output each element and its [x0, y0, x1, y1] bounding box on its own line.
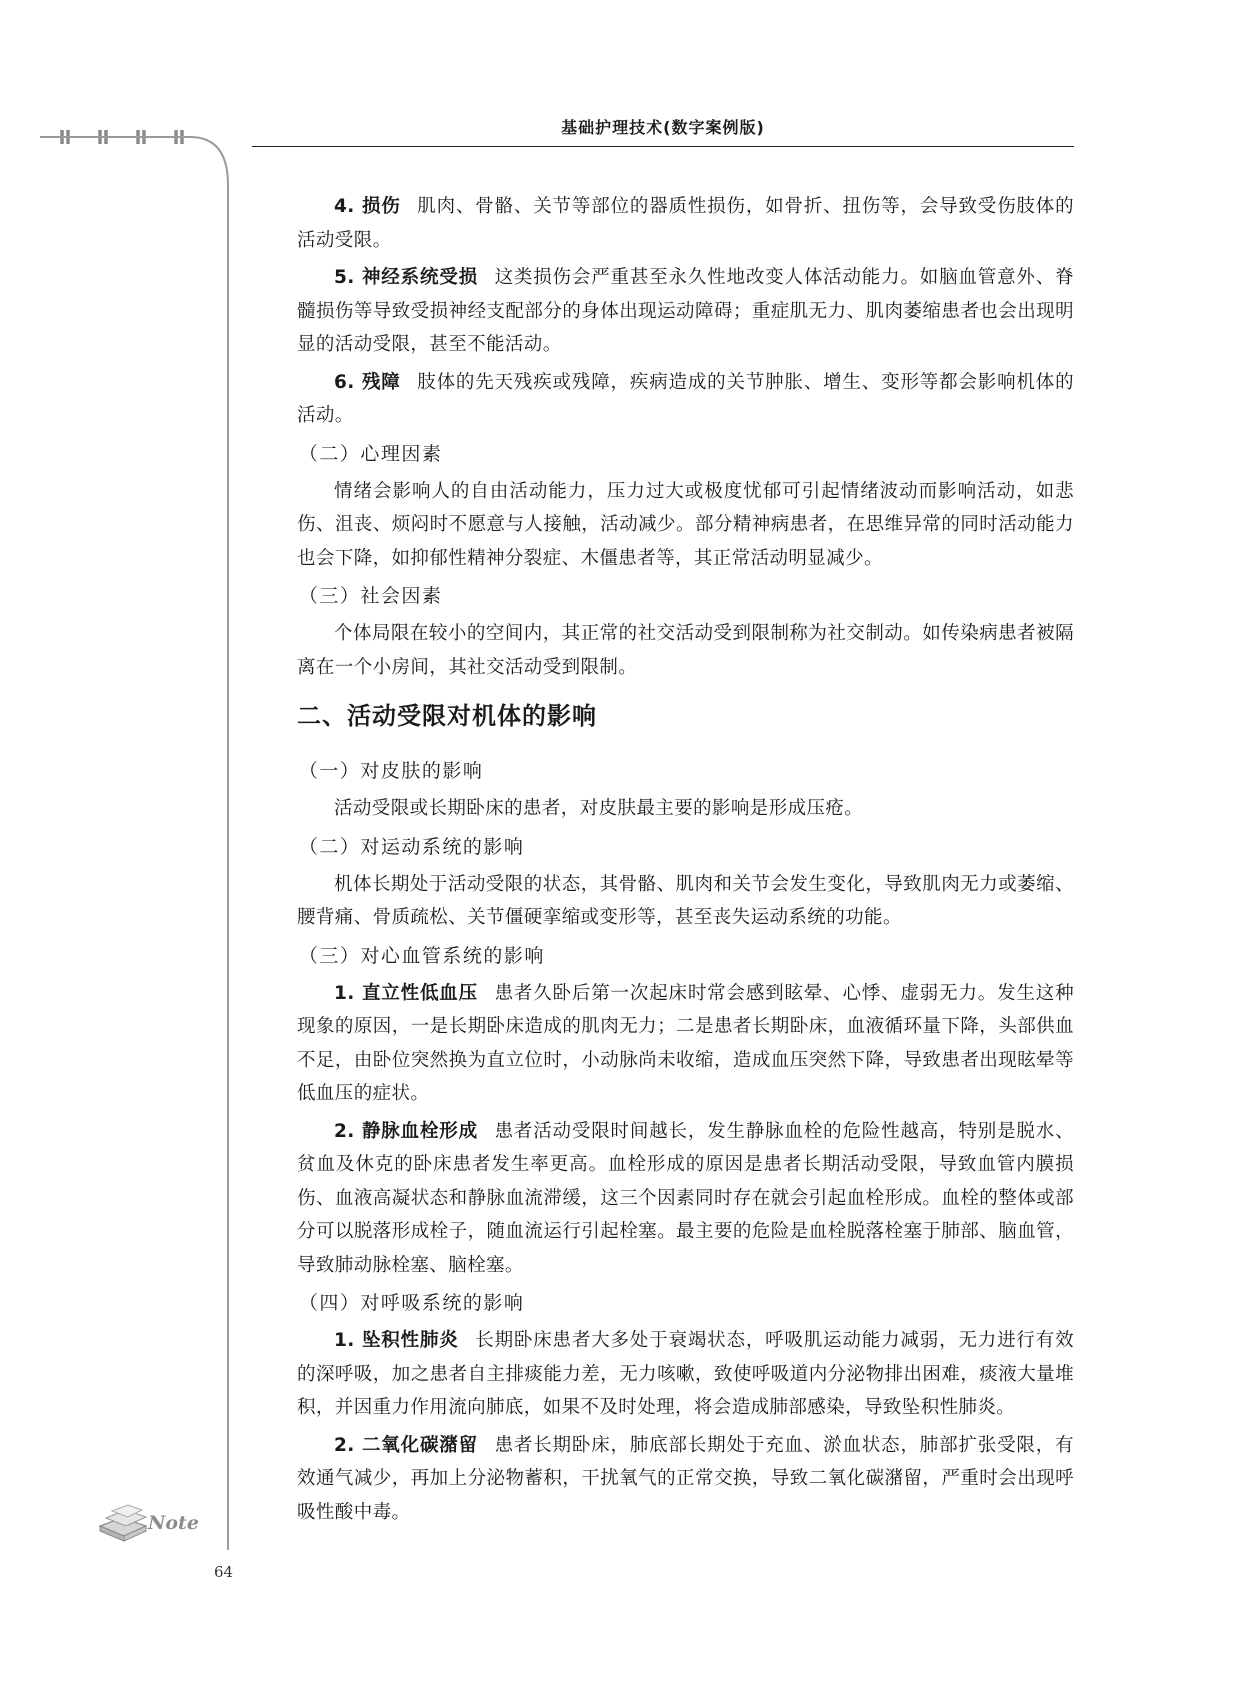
page-number: 64 [214, 1563, 234, 1581]
paragraph [297, 261, 1074, 362]
paragraph-lead: 2. 二氧化碳潴留 [334, 1434, 478, 1456]
subheading: （二）对运动系统的影响 [298, 835, 525, 858]
paragraph-text: 患者久卧后第一次起床时常会感到眩晕、心悸、虚弱无力。发生这种现象的原因，一是长期卧床造成的肌肉无力；二是患者长期卧床，血液循环量下降，头部供血不足，由卧位突然换为直立位时，小动脉尚未收缩，造成血压突然下降，导致患者出现眩晕等低血压的症状。 [297, 982, 1074, 1104]
note-label: Note [148, 1512, 199, 1534]
paragraph-text: 患者活动受限时间越长，发生静脉血栓的危险性越高，特别是脱水、贫血及休克的卧床患者发生率更高。血栓形成的原因是患者长期活动受限，导致血管内膜损伤、血液高凝状态和静脉血流滞缓，这三个因素同时存在就会引起血栓形成。血栓的整体或部分可以脱落形成栓子，随血流运行引起栓塞。最主要的危险是血栓脱落栓塞于肺部、脑血管，导致肺动脉栓塞、脑栓塞。 [297, 1120, 1074, 1276]
paragraph: 情绪会影响人的自由活动能力，压力过大或极度忧郁可引起情绪波动而影响活动，如悲伤、沮丧、烦闷时不愿意与人接触，活动减少。部分精神病患者，在思维异常的同时活动能力也会下降，如抑郁性精神分裂症、木僵患者等，其正常活动明显减少。 [297, 480, 1074, 569]
subheading: （二）心理因素 [298, 442, 443, 465]
running-header: 基础护理技术(数字案例版) [561, 118, 765, 137]
paragraph-text: 患者长期卧床，肺底部长期处于充血、淤血状态，肺部扩张受限，有效通气减少，再加上分泌物蓄积，干扰氧气的正常交换，导致二氧化碳潴留，严重时会出现呼吸性酸中毒。 [297, 1434, 1074, 1523]
paragraph-text: 肢体的先天残疾或残障，疾病造成的关节肿胀、增生、变形等都会影响机体的活动。 [297, 371, 1074, 426]
paragraph: 个体局限在较小的空间内，其正常的社交活动受到限制称为社交制动。如传染病患者被隔离在一个小房间，其社交活动受到限制。 [297, 623, 1074, 678]
paragraph [297, 1115, 1074, 1283]
paragraph-lead: 2. 静脉血栓形成 [334, 1120, 478, 1142]
body-content [297, 190, 1074, 1533]
paragraph-lead: 5. 神经系统受损 [334, 267, 478, 288]
paragraph-lead: 1. 坠积性肺炎 [334, 1330, 459, 1351]
paragraph-text: 长期卧床患者大多处于衰竭状态，呼吸肌运动能力减弱，无力进行有效的深呼吸，加之患者自主排痰能力差，无力咳嗽，致使呼吸道内分泌物排出困难，痰液大量堆积，并因重力作用流向肺底，如果不及时处理，将会造成肺部感染，导致坠积性肺炎。 [297, 1330, 1074, 1418]
paragraph [297, 366, 1074, 433]
paragraph-text: 这类损伤会严重甚至永久性地改变人体活动能力。如脑血管意外、脊髓损伤等导致受损神经支配部分的身体出现运动障碍；重症肌无力、肌肉萎缩患者也会出现明显的活动受限，甚至不能活动。 [297, 267, 1074, 355]
paragraph-lead: 4. 损伤 [334, 196, 401, 217]
margin-decoration [0, 130, 240, 1550]
paragraph-lead: 6. 残障 [334, 371, 401, 393]
paragraph [297, 1429, 1074, 1530]
paragraph: 活动受限或长期卧床的患者，对皮肤最主要的影响是形成压疮。 [334, 798, 864, 819]
book-stack-icon [100, 1505, 146, 1541]
paragraph-text: 肌肉、骨骼、关节等部位的器质性损伤，如骨折、扭伤等，会导致受伤肢体的活动受限。 [297, 196, 1074, 251]
subheading: （四）对呼吸系统的影响 [298, 1292, 525, 1314]
paragraph [297, 977, 1074, 1111]
subheading: （三）对心血管系统的影响 [298, 944, 545, 967]
subheading: （三）社会因素 [298, 585, 443, 607]
subheading: （一）对皮肤的影响 [298, 760, 484, 782]
paragraph [297, 190, 1074, 257]
paragraph-lead: 1. 直立性低血压 [334, 982, 478, 1004]
section-title: 二、活动受限对机体的影响 [297, 702, 597, 730]
paragraph [297, 1324, 1074, 1425]
paragraph: 机体长期处于活动受限的状态，其骨骼、肌肉和关节会发生变化，导致肌肉无力或萎缩、腰背痛、骨质疏松、关节僵硬挛缩或变形等，甚至丧失运动系统的功能。 [297, 873, 1074, 928]
note-logo [96, 1496, 206, 1542]
header-rule [252, 146, 1074, 147]
